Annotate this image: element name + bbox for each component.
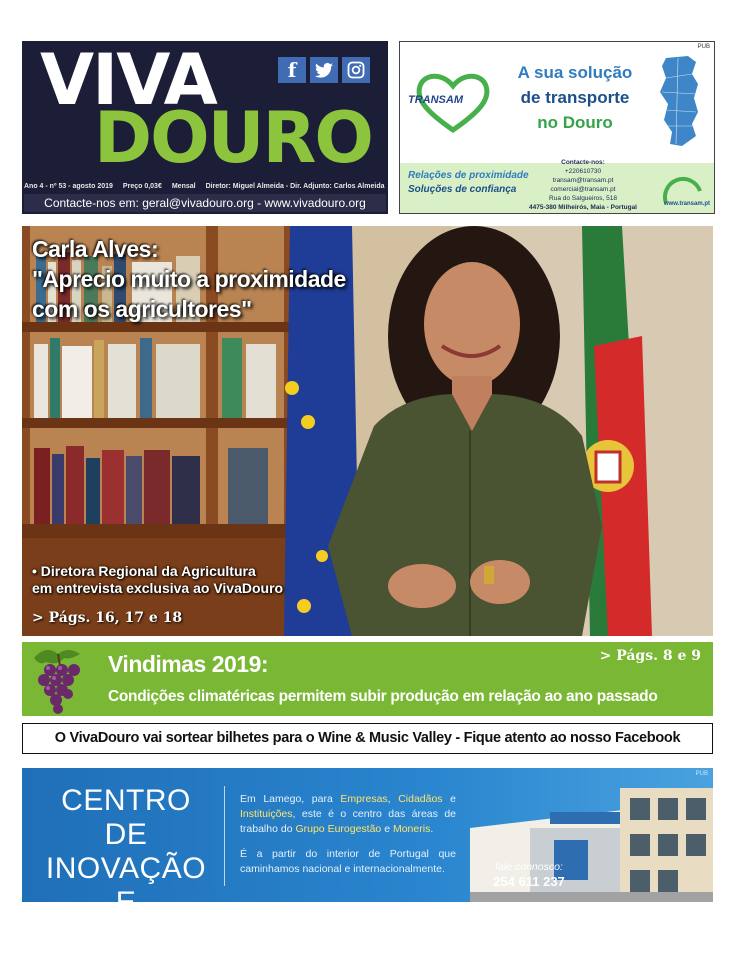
pub-label: PUB [695,771,708,777]
issue-meta [24,183,386,190]
transam-headline: A sua solução de transporte no Douro [517,63,633,132]
logo-viva: VIVA [40,39,216,121]
portugal-map-icon [652,54,712,150]
phone-number[interactable]: 254 611 237 [493,874,565,889]
facebook-icon[interactable]: f [278,57,306,83]
divider [224,786,225,886]
centro-ad[interactable] [22,768,713,953]
transam-ad[interactable] [399,41,715,214]
cover-subtitle: • Diretora Regional da Agricultura em entrevista exclusiva ao VivaDouro [32,563,284,596]
call-box[interactable]: fale connosco: 254 611 237 [476,861,582,893]
issue-number: Ano 4 - nº 53 - agosto 2019 [24,183,113,190]
price: Preço 0,03€ [122,183,162,190]
centro-title: CENTRO DE INOVAÇÃO E SERVIÇOS [45,784,207,953]
instagram-icon[interactable] [342,57,370,83]
logo-douro: DOURO [94,97,372,179]
masthead [22,41,388,214]
contact-bar[interactable]: Contacte-nos em: geral@vivadouro.org - www.vivadouro.org [24,194,386,212]
pub-label: PUB [697,44,710,50]
transam-brand: TRANSAM [408,94,463,106]
cover-pages-link[interactable]: > Págs. 16, 17 e 18 [32,610,183,626]
cover-headline: Carla Alves: "Aprecio muito a proximidade com os agricultores" [32,236,346,322]
vindimas-pages-link[interactable]: > Págs. 8 e 9 [599,648,701,664]
facebook-notice[interactable]: O VivaDouro vai sortear bilhetes para o Wine & Music Valley - Fique atento ao nosso Facebook [22,723,713,754]
transam-contacts: Contacte-nos: +220610730 transam@transam.pt comercial@transam.pt Rua do Salgueiros, 518 4475-380 Milheirós, Maia - Portugal [528,159,637,211]
twitter-icon[interactable] [310,57,338,83]
cover-story[interactable] [22,226,713,636]
transam-slogan: Relações de proximidade Soluções de confiança [408,170,529,195]
vindimas-title: Vindimas 2019: [108,651,269,677]
centro-description: Em Lamego, para Empresas, Cidadãos e Instituições, este é o centro das áreas de trabalho do Grupo Eurogestão e Moneris. É a partir do interior de Portugal que caminhamos nacional e internacionalmente. [240,793,456,875]
director: Diretor: Miguel Almeida - Dir. Adjunto: Carlos Almeida [205,183,385,190]
grapes-icon [24,644,94,716]
vindimas-banner[interactable] [22,642,713,716]
frequency: Mensal [171,183,196,190]
social-links [278,57,370,83]
transam-url[interactable]: www.transam.pt [663,201,710,207]
vindimas-subtitle: Condições climatéricas permitem subir produção em relação ao ano passado [108,688,658,705]
